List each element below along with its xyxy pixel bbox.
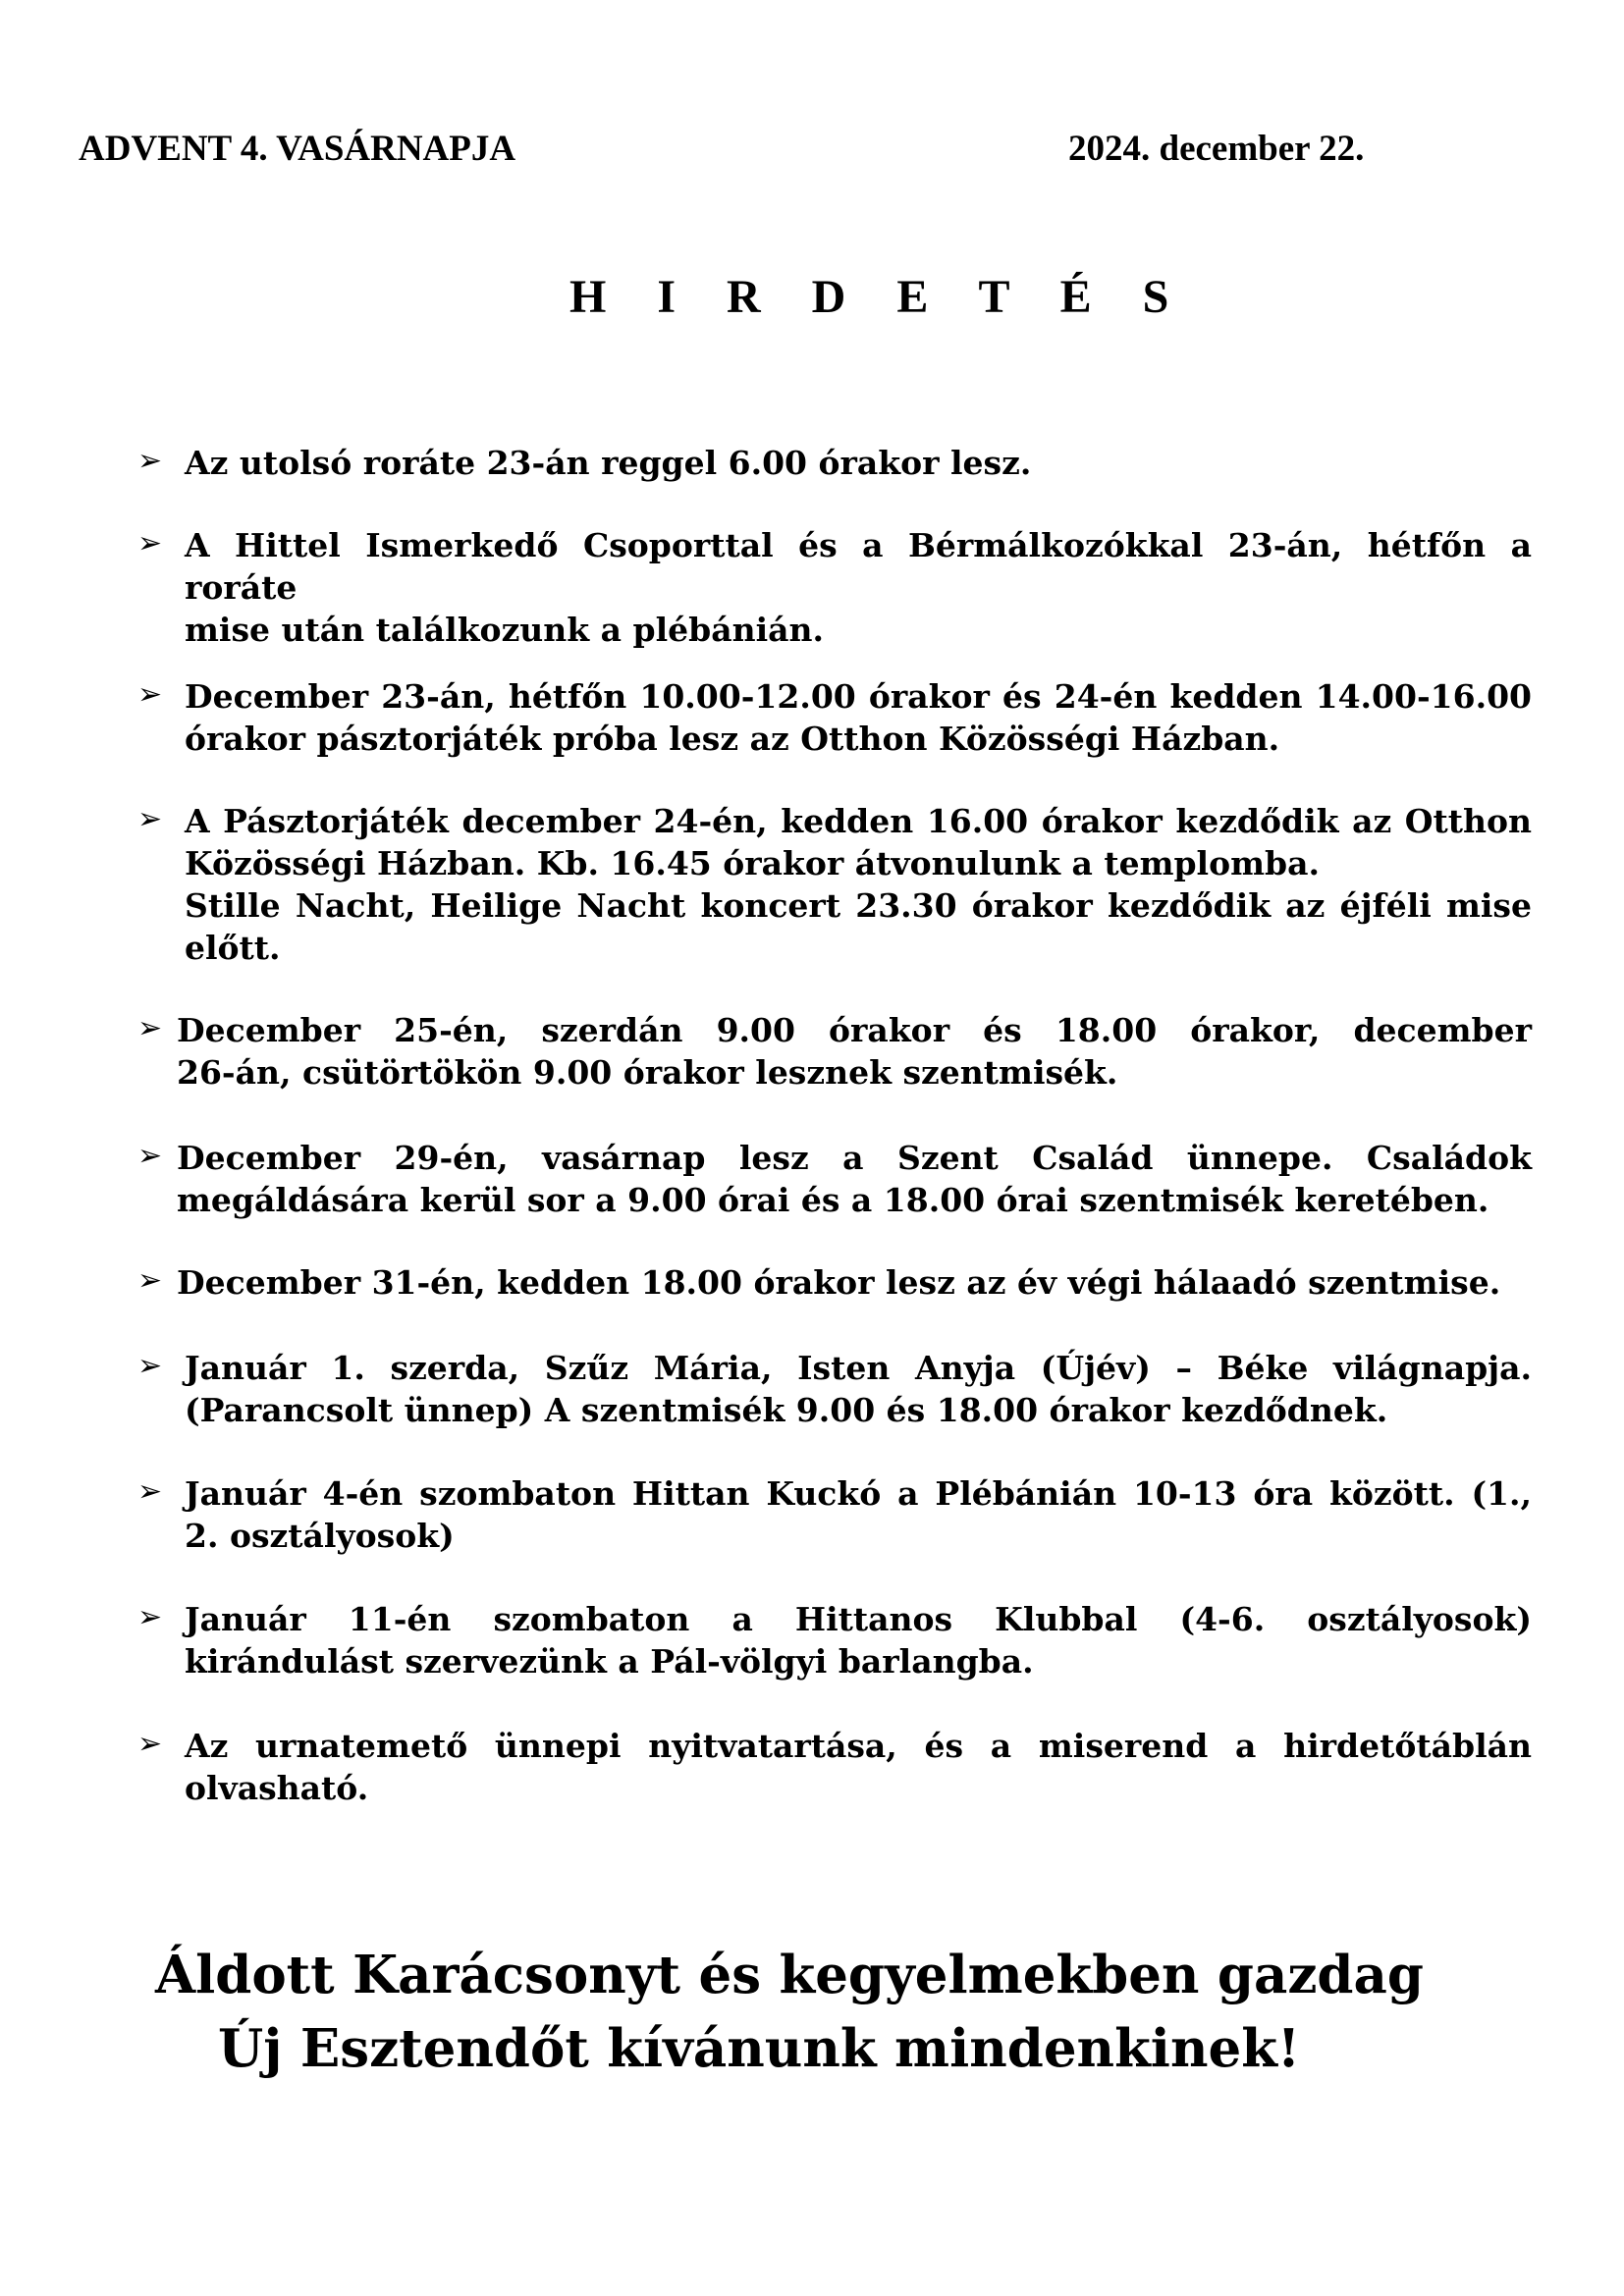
announcement-line: December 23-án, hétfőn 10.00-12.00 órakor és 24-én kedden 14.00-16.00 — [185, 677, 1532, 716]
announcement-line: Január 1. szerda, Szűz Mária, Isten Anyja (Újév) – Béke világnapja. — [185, 1349, 1532, 1387]
closing-line-2: Új Esztendőt kívánunk mindenkinek! — [218, 2018, 1301, 2079]
announcement-line: Január 4-én szombaton Hittan Kuckó a Plébánián 10-13 óra között. (1., — [185, 1474, 1532, 1513]
announcement-item — [137, 1009, 1532, 1094]
header-date: 2024. december 22. — [1068, 129, 1365, 169]
announcement-line: December 25-én, szerdán 9.00 órakor és 18.00 órakor, december — [177, 1011, 1532, 1049]
announcement-item — [137, 1347, 1532, 1431]
announcement-item — [137, 1472, 1532, 1557]
announcement-line: kirándulást szervezünk a Pál-völgyi barlangba. — [185, 1642, 1034, 1681]
announcement-line: megáldására kerül sor a 9.00 órai és a 18.00 órai szentmisék keretében. — [177, 1181, 1489, 1219]
header-left-label: ADVENT 4. VASÁRNAPJA — [79, 129, 516, 169]
announcement-line: December 29-én, vasárnap lesz a Szent Család ünnepe. Családok — [177, 1139, 1532, 1177]
announcement-line: A Pásztorjáték december 24-én, kedden 16.00 órakor kezdődik az Otthon — [185, 802, 1532, 840]
announcement-item — [137, 1137, 1532, 1221]
announcement-line: A Hittel Ismerkedő Csoporttal és a Bérmálkozókkal 23-án, hétfőn a roráte — [185, 526, 1532, 607]
announcement-item — [137, 524, 1532, 651]
announcement-item — [137, 675, 1532, 760]
announcement-line: Az utolsó roráte 23-án reggel 6.00 órakor lesz. — [185, 444, 1032, 482]
announcement-item — [137, 800, 1532, 969]
announcement-line: órakor pásztorjáték próba lesz az Otthon Közösségi Házban. — [185, 720, 1280, 758]
announcement-line: 2. osztályosok) — [185, 1517, 455, 1555]
announcement-line: előtt. — [185, 929, 281, 967]
announcement-line: Január 11-én szombaton a Hittanos Klubbal (4-6. osztályosok) — [185, 1600, 1532, 1638]
page-title: H I R D E T É S — [569, 271, 1189, 323]
closing-line-1: Áldott Karácsonyt és kegyelmekben gazdag — [155, 1945, 1424, 2005]
arrowhead-bullet-icon: ➢ — [137, 1011, 163, 1045]
announcement-item — [137, 1261, 1532, 1304]
announcement-line: Stille Nacht, Heilige Nacht koncert 23.30 órakor kezdődik az éjféli mise — [185, 886, 1532, 925]
arrowhead-bullet-icon: ➢ — [137, 677, 163, 712]
announcement-line: olvasható. — [185, 1769, 369, 1807]
announcement-line: Az urnatemető ünnepi nyitvatartása, és a miserend a hirdetőtáblán — [185, 1727, 1532, 1765]
arrowhead-bullet-icon: ➢ — [137, 1600, 163, 1634]
arrowhead-bullet-icon: ➢ — [137, 802, 163, 836]
announcement-item — [137, 1598, 1532, 1682]
arrowhead-bullet-icon: ➢ — [137, 1727, 163, 1761]
announcement-line: 26-án, csütörtökön 9.00 órakor lesznek szentmisék. — [177, 1053, 1118, 1092]
announcement-line: Közösségi Házban. Kb. 16.45 órakor átvonulunk a templomba. — [185, 844, 1320, 882]
arrowhead-bullet-icon: ➢ — [137, 1474, 163, 1509]
arrowhead-bullet-icon: ➢ — [137, 1139, 163, 1173]
arrowhead-bullet-icon: ➢ — [137, 526, 163, 561]
announcement-line: (Parancsolt ünnep) A szentmisék 9.00 és 18.00 órakor kezdődnek. — [185, 1391, 1388, 1429]
arrowhead-bullet-icon: ➢ — [137, 1263, 163, 1298]
announcement-item — [137, 442, 1532, 484]
arrowhead-bullet-icon: ➢ — [137, 444, 163, 478]
announcement-line: December 31-én, kedden 18.00 órakor lesz az év végi hálaadó szentmise. — [177, 1263, 1501, 1302]
announcement-item — [137, 1725, 1532, 1809]
arrowhead-bullet-icon: ➢ — [137, 1349, 163, 1383]
announcement-line: mise után találkozunk a plébánián. — [185, 611, 824, 649]
